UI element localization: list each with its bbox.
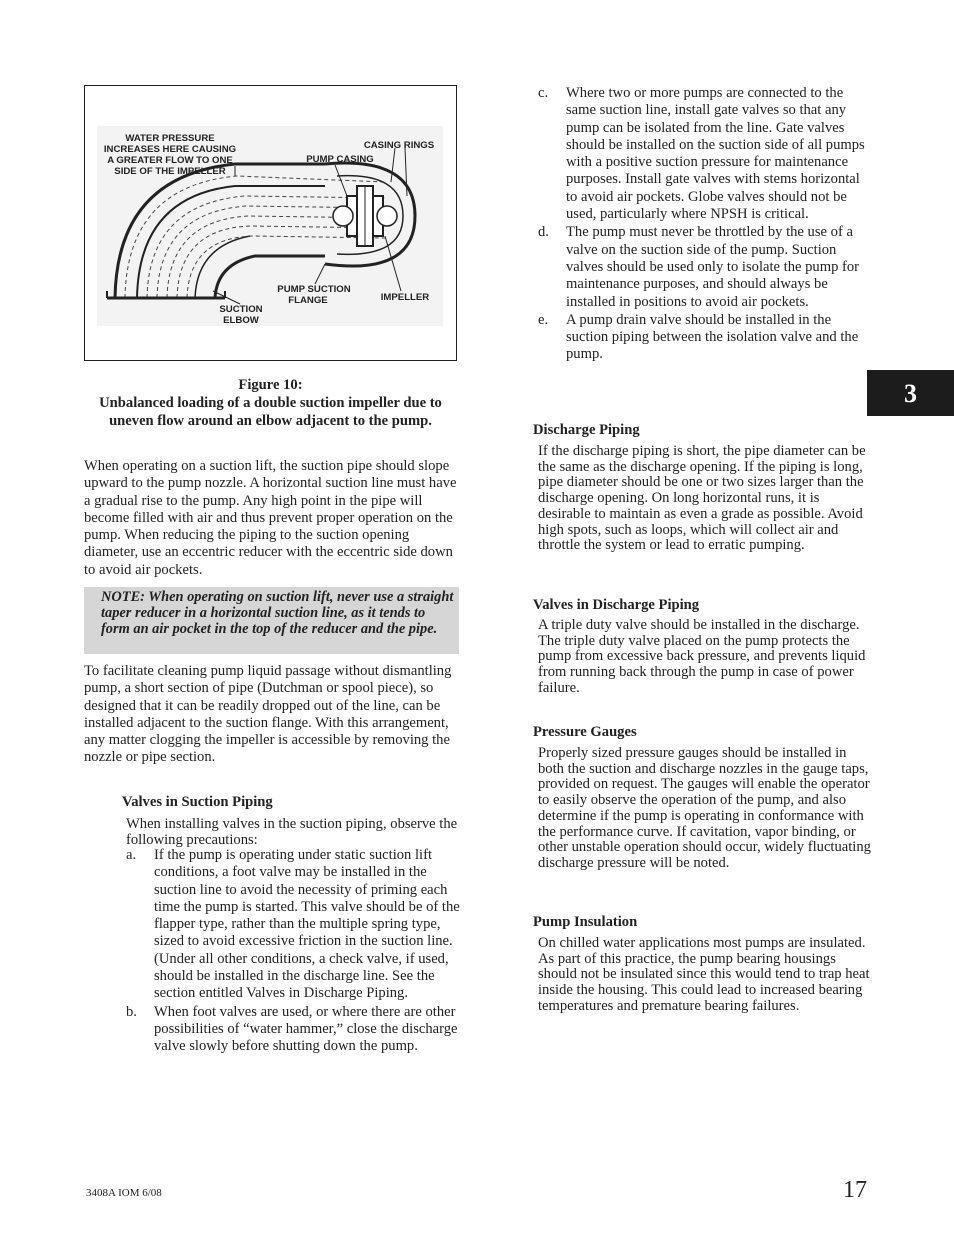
valves-suction-heading: Valves in Suction Piping (122, 794, 273, 810)
label-water-pressure-2: INCREASES HERE CAUSING (103, 144, 237, 155)
list-marker: c. (538, 85, 549, 101)
valves-discharge-text: A triple duty valve should be installed in the discharge. The triple duty valve placed on the pump protects the pump from excessive back pressure, and prevents liquid from running back through the pump in case of power failure. (538, 617, 866, 696)
label-pump-casing: PUMP CASING (306, 154, 374, 165)
list-item-text: The pump must never be throttled by the use of a valve on the suction side of the pump. Suction valves should be used only to isolate the pump for maintenance purposes, and should always be installed in positions to avoid air pockets. (566, 224, 860, 310)
figure-caption (84, 376, 457, 430)
pump-elbow-illustration (85, 86, 456, 360)
list-item (126, 847, 460, 1003)
note-text: NOTE: When operating on suction lift, never use a straight taper reducer in a horizontal suction line, as it tends to form an air pocket in the top of the reducer and the pipe. (101, 589, 454, 637)
list-item-text: A pump drain valve should be installed in the suction piping between the isolation valve and the pump. (566, 311, 859, 363)
label-impeller: IMPELLER (380, 292, 430, 303)
valves-suction-intro: When installing valves in the suction piping, observe the following precautions: (126, 816, 458, 848)
pump-insulation-heading: Pump Insulation (533, 914, 638, 930)
list-marker: b. (126, 1003, 137, 1020)
list-item (538, 224, 871, 310)
label-casing-rings: CASING RINGS (363, 140, 435, 151)
figure-10-diagram (84, 85, 457, 361)
pressure-gauges-heading: Pressure Gauges (533, 724, 637, 740)
list-marker: e. (538, 311, 549, 328)
suction-valve-list (126, 847, 460, 1056)
list-marker: a. (126, 847, 137, 863)
list-item-text: Where two or more pumps are connected to the same suction line, install gate valves so that any pump can be isolated from the line. Gate valves should be installed on the suction side of all pumps with a positive suction pressure for maintenance purposes. Install gate valves with stems horizontal to avoid air pockets. Globe valves should not be used, particularly where NPSH is critical. (566, 85, 865, 223)
discharge-piping-text: If the discharge piping is short, the pipe diameter can be the same as the discharge opening. If the piping is long, pipe diameter should be one or two sizes larger than the discharge opening. On long horizontal runs, it is desirable to maintain as even a grade as possible. Avoid high spots, such as loops, which will collect air and throttle the system or lead to erratic pumping. (538, 443, 866, 554)
label-suction-elbow-2: ELBOW (223, 315, 259, 326)
label-water-pressure-4: SIDE OF THE IMPELLER (114, 166, 226, 177)
list-item-text: If the pump is operating under static suction lift conditions, a foot valve may be installed in the suction line to avoid the necessity of priming each time the pump is started. This valve should be of the flapper type, rather than the multiple spring type, sized to avoid excessive friction in the suction line. (Under all other conditions, a check valve, if used, should be installed in the discharge line. See the section entitled Valves in Discharge Piping. (154, 847, 460, 1002)
list-marker: d. (538, 224, 549, 241)
cleaning-paragraph: To facilitate cleaning pump liquid passage without dismantling pump, a short section of pipe (Dutchman or spool piece), so designed that it can be readily dropped out of the line, can be installed adjacent to the suction flange. With this arrangement, any matter clogging the impeller is accessible by removing the nozzle or pipe section. (84, 663, 452, 766)
valves-discharge-heading: Valves in Discharge Piping (533, 597, 700, 613)
document-code: 3408A IOM 6/08 (86, 1187, 162, 1199)
list-item (126, 1003, 460, 1056)
figure-caption-title: Figure 10: (238, 377, 303, 393)
figure-caption-line1: Unbalanced loading of a double suction impeller due to (99, 395, 442, 411)
list-item (538, 311, 871, 364)
pump-insulation-text: On chilled water applications most pumps are insulated. As part of this practice, the pump bearing housings should not be insulated since this would tend to trap heat inside the housing. This could lead to increased bearing temperatures and premature bearing failures. (538, 935, 870, 1014)
label-water-pressure-3: A GREATER FLOW TO ONE (107, 155, 233, 166)
label-pump-suction-flange-1: PUMP SUCTION (277, 284, 351, 295)
page-number: 17 (843, 1177, 867, 1203)
label-pump-suction-flange-2: FLANGE (288, 295, 328, 306)
note-box (84, 587, 459, 654)
figure-caption-line2: uneven flow around an elbow adjacent to the pump. (109, 413, 432, 429)
list-item (538, 85, 871, 223)
section-tab: 3 (867, 370, 954, 416)
pressure-gauges-text: Properly sized pressure gauges should be installed in both the suction and discharge nozzles in the gauge taps, provided on request. The gauges will enable the operator to easily observe the operation of the pump, and also determine if the pump is operating in conformance with the performance curve. If cavitation, vapor binding, or other unstable operation should occur, widely fluctuating discharge pressure will be noted. (538, 745, 871, 871)
suction-lift-paragraph: When operating on a suction lift, the suction pipe should slope upward to the pump nozzle. A horizontal suction line must have a gradual rise to the pump. Any high point in the pipe will become filled with air and thus prevent proper operation on the pump. When reducing the piping to the suction opening diameter, use an eccentric reducer with the eccentric side down to avoid air pockets. (84, 458, 457, 578)
label-suction-elbow-1: SUCTION (219, 304, 263, 315)
suction-valve-list-continued (538, 85, 871, 364)
list-item-text: When foot valves are used, or where there are other possibilities of “water hammer,” close the discharge valve slowly before shutting down the pump. (154, 1003, 458, 1055)
label-water-pressure-1: WATER PRESSURE (125, 133, 215, 144)
discharge-piping-heading: Discharge Piping (533, 422, 640, 438)
